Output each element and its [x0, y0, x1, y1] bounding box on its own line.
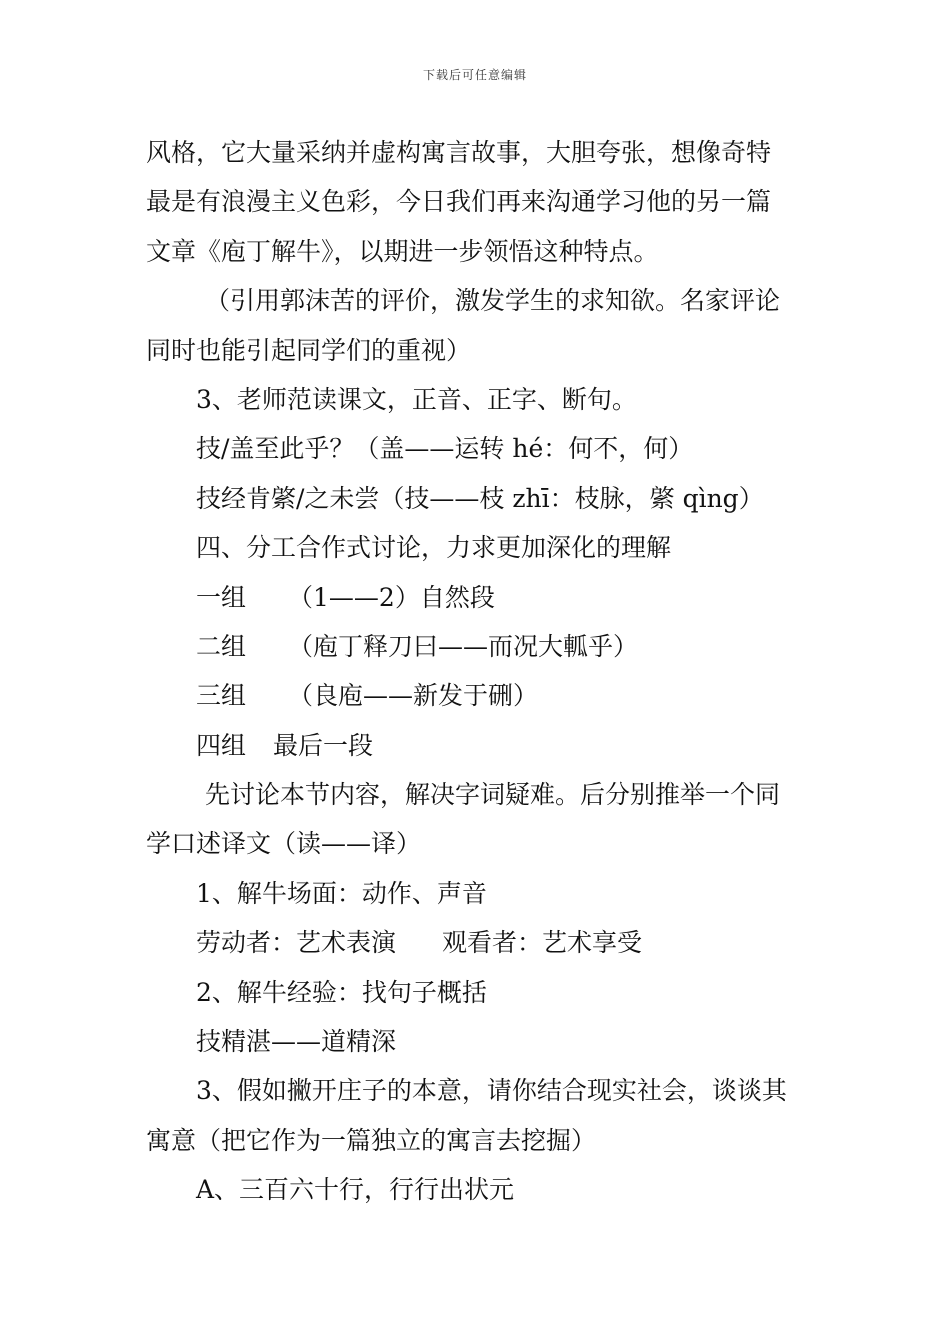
group-desc: （1——2）自然段 [288, 582, 495, 612]
group-line [146, 573, 808, 622]
paragraph-line: （引用郭沫苦的评价，激发学生的求知欲。名家评论 [205, 286, 781, 316]
paragraph-line: 最是有浪漫主义色彩，今日我们再来沟通学习他的另一篇 [146, 187, 772, 217]
group-desc: （庖丁释刀曰——而况大軱乎） [288, 631, 639, 661]
paragraph-line: 1、解牛场面：动作、声音 [196, 878, 487, 908]
paragraph-line: 3、假如撇开庄子的本意，请你结合现实社会，谈谈其 [196, 1076, 787, 1106]
paragraph-line: 3、老师范读课文，正音、正字、断句。 [196, 384, 637, 414]
paragraph-line: 2、解牛经验：找句子概括 [196, 977, 487, 1007]
paragraph-line: 技精湛——道精深 [196, 1027, 397, 1057]
paragraph-line: 寓意（把它作为一篇独立的寓言去挖掘） [146, 1125, 597, 1155]
page-header: 下载后可任意编辑 [422, 68, 527, 82]
paragraph-line: 风格，它大量采纳并虚构寓言故事，大胆夸张，想像奇特 [146, 138, 772, 167]
section-heading: 四、分工合作式讨论，力求更加深化的理解 [196, 533, 672, 563]
group-desc: （良庖——新发于硎） [288, 681, 539, 711]
group-line [146, 721, 808, 770]
group-name: 四组 [196, 730, 247, 760]
group-name: 三组 [196, 681, 247, 711]
group-name: 一组 [196, 582, 247, 612]
paragraph-line: 先讨论本节内容，解决字词疑难。后分别推举一个同 [205, 780, 781, 810]
group-line [146, 622, 808, 671]
paragraph-line: 技/盖至此乎？（盖——运转 hé：何不，何） [196, 434, 694, 464]
paragraph-line: 同时也能引起同学们的重视） [146, 335, 472, 365]
paragraph-line [146, 918, 808, 967]
group-line [146, 671, 808, 720]
right-phrase: 观看者：艺术享受 [442, 928, 643, 958]
group-desc: 最后一段 [273, 730, 374, 760]
document-body [146, 128, 808, 1215]
paragraph-line: 文章《庖丁解牛》，以期进一步领悟这种特点。 [146, 236, 659, 266]
left-phrase: 劳动者：艺术表演 [196, 928, 397, 958]
paragraph-line: 技经肯綮/之未尝（技——枝 zhī：枝脉，綮 qìng） [196, 483, 764, 513]
paragraph-line: 学口述译文（读——译） [146, 829, 422, 859]
paragraph-line: A、三百六十行，行行出状元 [196, 1175, 515, 1205]
group-name: 二组 [196, 631, 247, 661]
